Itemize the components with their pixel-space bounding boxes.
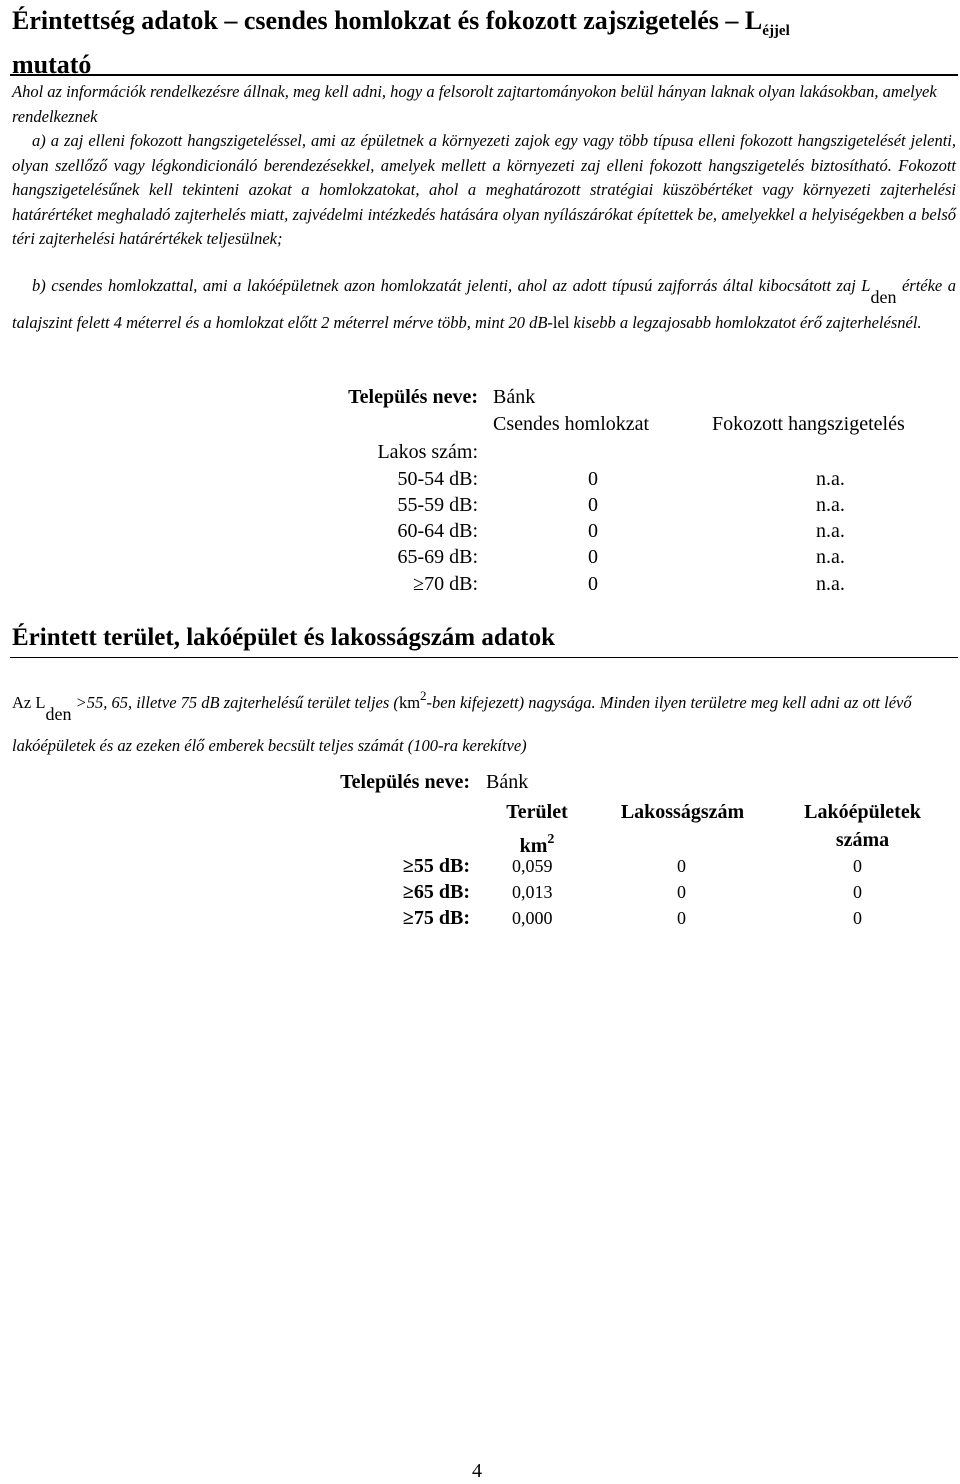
title-underline (10, 74, 958, 76)
section-paragraph-sup: 2 (420, 688, 427, 703)
section-heading: Érintett terület, lakóépület és lakosságszám adatok (12, 624, 556, 651)
t2-row-population: 0 (677, 882, 686, 902)
t1-row-insulated: n.a. (816, 520, 845, 542)
t1-row-insulated: n.a. (816, 546, 845, 568)
t2-row-band: ≥65 dB: (402, 881, 470, 903)
t1-row-band: ≥70 dB: (413, 573, 478, 595)
t2-row-band: ≥55 dB: (402, 855, 470, 877)
t2-row-population: 0 (677, 856, 686, 876)
t2-row-band: ≥75 dB: (402, 907, 470, 929)
t2-col-area-unit: km (519, 835, 548, 857)
section-paragraph-km: km (398, 693, 421, 712)
t2-col-population: Lakosságszám (620, 801, 745, 823)
t1-row-band: 55-59 dB: (397, 494, 478, 516)
intro-item-a (12, 129, 956, 252)
page-title-line2: mutató (12, 50, 92, 79)
t1-row-quiet: 0 (588, 468, 598, 490)
page-title-main: Érintettség adatok – csendes homlokzat és fokozott zajszigetelés – L (12, 6, 763, 35)
t1-row-quiet: 0 (588, 546, 598, 568)
t1-settlement-value: Bánk (493, 386, 536, 408)
t1-row-quiet: 0 (588, 520, 598, 542)
t2-row-area: 0,000 (512, 908, 553, 928)
t1-row-quiet: 0 (588, 494, 598, 516)
t2-col-area-sup: 2 (547, 832, 555, 847)
t1-row-insulated: n.a. (816, 494, 845, 516)
section-paragraph-mid: >55, 65, illetve 75 dB zajterhelésű terület teljes ( (71, 693, 399, 712)
t2-settlement-value: Bánk (486, 771, 529, 793)
intro-item-b-mid: értéke a talajszint felett 4 méterrel és a homlokzat előtt 2 méterrel mérve több, mint 20 (12, 276, 956, 332)
section-paragraph-rest: -ben kifejezett) nagysága. Minden ilyen területre meg kell adni az ott lévő lakóépületek és az ezeken élő emberek becsült teljes számát (100-ra kerekítve) (12, 693, 912, 755)
intro-item-a-text: a) a zaj elleni fokozott hangszigeteléssel, ami az épületnek a környezeti zajok egy vagy több típusa elleni fokozott hangszigetelését jelenti, olyan szellőző vagy légkondicionáló berendezésekkel, amelyek mellett a környezeti zaj elleni fokozott hangszigetelés biztosítható. Fokozott hangszigetelésűnek kell tekinteni azokat a homlokzatokat, ahol a meghatározott stratégiai küszöbértéket vagy környezeti zajterhelési határértéket meghaladó zajterhelés miatt, zajvédelmi intézkedés hatására olyan nyílászárókat építettek be, amelyekkel a helyiségekben a belső téri zajterhelési határértékek teljesülnek; (12, 131, 956, 248)
page-number: 4 (472, 1460, 482, 1482)
t2-row-area: 0,013 (512, 882, 553, 902)
t1-col-insulation: Fokozott hangszigetelés (712, 413, 905, 435)
t2-row-buildings: 0 (853, 882, 862, 902)
page-title-subscript: éjjel (762, 23, 790, 39)
t2-col-buildings-line1: Lakóépületek (804, 801, 921, 823)
intro-item-b-end: kisebb a legzajosabb homlokzatot érő zajterhelésnél. (569, 313, 922, 332)
t2-row-buildings: 0 (853, 856, 862, 876)
t2-row-buildings: 0 (853, 908, 862, 928)
intro-item-b-sub: den (870, 287, 897, 307)
t2-col-area (482, 798, 592, 860)
page-title (12, 4, 952, 82)
intro-text: Ahol az információk rendelkezésre állnak, meg kell adni, hogy a felsorolt zajtartományokon belül hányan laknak olyan lakásokban, amelyek rendelkeznek (12, 82, 937, 126)
t1-row-quiet: 0 (588, 573, 598, 595)
t1-row-insulated: n.a. (816, 468, 845, 490)
section-heading-underline (10, 657, 958, 658)
t2-col-buildings-line2: száma (835, 829, 890, 851)
t2-row-area: 0,059 (512, 856, 553, 876)
t1-row-insulated: n.a. (816, 573, 845, 595)
t1-residents-label: Lakos szám: (377, 441, 478, 463)
intro-item-b (12, 273, 956, 336)
t2-settlement-label: Település neve: (340, 771, 470, 793)
t1-settlement-label: Település neve: (348, 386, 478, 408)
t1-col-quiet-facade: Csendes homlokzat (493, 413, 650, 435)
t2-row-population: 0 (677, 908, 686, 928)
t1-row-band: 50-54 dB: (397, 468, 478, 490)
intro-item-b-post: -lel (547, 313, 570, 332)
t1-row-band: 65-69 dB: (397, 546, 478, 568)
section-paragraph (12, 680, 956, 761)
intro-item-b-pre: b) csendes homlokzattal, ami a lakóépületnek azon homlokzatát jelenti, ahol az adott típusú zajforrás által kibocsátott zaj L (32, 276, 871, 295)
t2-col-area-label: Terület (506, 801, 568, 823)
intro-item-b-db: dB (529, 313, 548, 332)
section-paragraph-az: Az L (12, 693, 46, 712)
section-paragraph-sub: den (45, 704, 72, 724)
t1-row-band: 60-64 dB: (397, 520, 478, 542)
t2-col-buildings (780, 798, 945, 854)
